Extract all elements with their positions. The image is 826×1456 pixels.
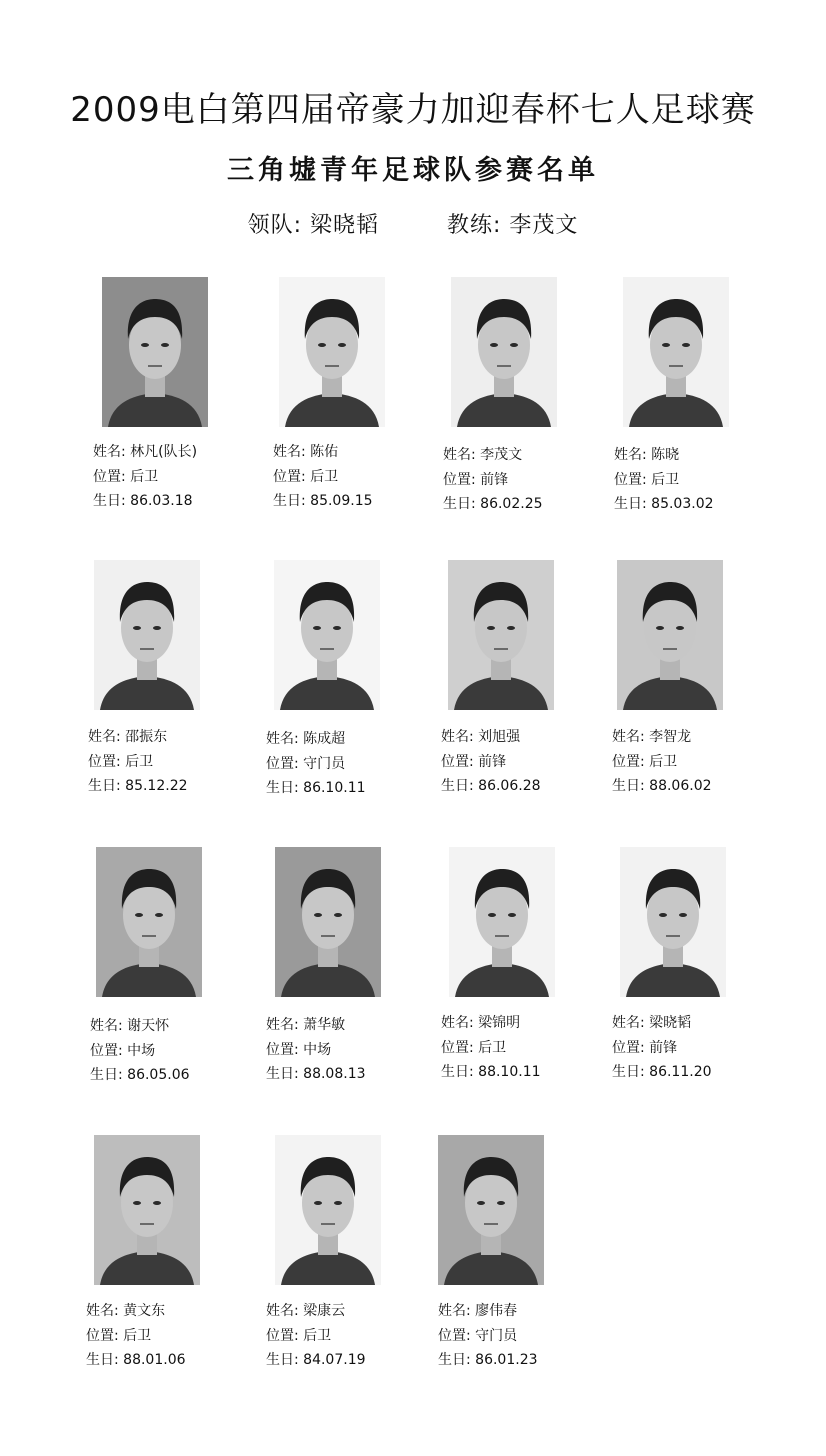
player-birthday-label: 生日: [441, 778, 474, 794]
player-birthday: 85.09.15 [310, 493, 373, 509]
player-info [614, 443, 714, 517]
player-name-label: 姓名: [273, 444, 306, 460]
player-birthday: 88.08.13 [303, 1066, 366, 1082]
player-name-row [614, 443, 714, 468]
player-name-label: 姓名: [266, 731, 299, 747]
player-position: 后卫 [651, 471, 680, 488]
player-name: 梁锦明 [478, 1015, 521, 1031]
player-birthday-label: 生日: [612, 1064, 645, 1080]
player-position-label: 位置: [441, 1039, 474, 1056]
player-photo [102, 277, 208, 427]
player-position-label: 位置: [86, 1327, 119, 1344]
player-name-row [443, 443, 543, 468]
player-name: 陈佑 [310, 444, 339, 460]
player-birthday: 88.10.11 [478, 1064, 541, 1080]
player-birthday-row [273, 489, 373, 514]
player-position: 守门员 [303, 755, 346, 772]
player-position-row [90, 1039, 190, 1064]
player-photo [279, 277, 385, 427]
player-position-label: 位置: [612, 1039, 645, 1056]
player-info [612, 1011, 712, 1085]
player-photo [275, 1135, 381, 1285]
player-birthday-row [266, 1348, 366, 1373]
player-name-label: 姓名: [441, 1015, 474, 1031]
player-position: 守门员 [475, 1327, 518, 1344]
player-birthday-row [266, 1062, 366, 1087]
player-position: 前锋 [480, 471, 509, 488]
player-birthday-label: 生日: [266, 1352, 299, 1368]
player-position: 后卫 [478, 1039, 507, 1056]
player-photo [448, 560, 554, 710]
player-position-label: 位置: [443, 471, 476, 488]
player-birthday: 86.02.25 [480, 496, 543, 512]
page-subtitle: 三角墟青年足球队参赛名单 [227, 155, 599, 186]
portrait-icon [94, 560, 200, 710]
player-info [266, 1013, 366, 1087]
player-photo [623, 277, 729, 427]
player-position-row [88, 750, 188, 775]
player-birthday-label: 生日: [612, 778, 645, 794]
player-name-label: 姓名: [266, 1017, 299, 1033]
player-name-label: 姓名: [93, 444, 126, 460]
portrait-icon [620, 847, 726, 997]
coach-name: 李茂文 [509, 213, 579, 238]
player-position: 后卫 [310, 468, 339, 485]
player-position: 前锋 [649, 1039, 678, 1056]
player-position-row [441, 750, 541, 775]
player-name-label: 姓名: [266, 1303, 299, 1319]
player-name-label: 姓名: [441, 729, 474, 745]
portrait-icon [275, 1135, 381, 1285]
player-name-row [266, 1013, 366, 1038]
player-info [86, 1299, 186, 1373]
player-birthday: 84.07.19 [303, 1352, 366, 1368]
player-name-row [93, 440, 197, 465]
player-info [441, 725, 541, 799]
player-info [443, 443, 543, 517]
player-position-row [614, 468, 714, 493]
player-name-row [612, 725, 712, 750]
player-name: 黄文东 [123, 1303, 166, 1319]
player-name-row [88, 725, 188, 750]
player-position-label: 位置: [266, 1041, 299, 1058]
player-position: 中场 [303, 1041, 332, 1058]
player-position-label: 位置: [88, 753, 121, 770]
player-birthday: 88.06.02 [649, 778, 712, 794]
portrait-icon [451, 277, 557, 427]
player-info [438, 1299, 538, 1373]
player-birthday-row [612, 774, 712, 799]
player-name: 刘旭强 [478, 729, 521, 745]
player-name-row [441, 725, 541, 750]
player-birthday: 86.06.28 [478, 778, 541, 794]
player-birthday-label: 生日: [438, 1352, 471, 1368]
player-position-row [612, 1036, 712, 1061]
player-position-row [266, 1038, 366, 1063]
player-info [93, 440, 197, 514]
player-position-label: 位置: [90, 1042, 123, 1059]
player-birthday-row [90, 1063, 190, 1088]
player-info [441, 1011, 541, 1085]
portrait-icon [449, 847, 555, 997]
player-birthday-label: 生日: [93, 493, 126, 509]
player-name-row [266, 727, 366, 752]
player-name-label: 姓名: [88, 729, 121, 745]
player-position: 后卫 [125, 753, 154, 770]
player-photo [449, 847, 555, 997]
player-birthday-label: 生日: [88, 778, 121, 794]
player-birthday-row [614, 492, 714, 517]
player-position-label: 位置: [273, 468, 306, 485]
player-birthday-row [441, 774, 541, 799]
player-name: 林凡(队长) [130, 444, 198, 460]
player-name: 陈成超 [303, 731, 346, 747]
player-birthday-row [93, 489, 197, 514]
player-birthday-label: 生日: [86, 1352, 119, 1368]
player-position: 后卫 [130, 468, 159, 485]
player-position: 后卫 [303, 1327, 332, 1344]
player-position-row [273, 465, 373, 490]
player-position-row [266, 1324, 366, 1349]
player-position-label: 位置: [266, 1327, 299, 1344]
player-info [88, 725, 188, 799]
player-name-label: 姓名: [90, 1018, 123, 1034]
player-birthday: 85.12.22 [125, 778, 188, 794]
player-birthday-row [612, 1060, 712, 1085]
player-photo [617, 560, 723, 710]
portrait-icon [448, 560, 554, 710]
player-birthday-row [438, 1348, 538, 1373]
player-info [266, 1299, 366, 1373]
player-photo [438, 1135, 544, 1285]
player-birthday: 85.03.02 [651, 496, 714, 512]
player-info [612, 725, 712, 799]
player-position-row [86, 1324, 186, 1349]
player-photo [620, 847, 726, 997]
player-birthday: 86.05.06 [127, 1067, 190, 1083]
player-name: 萧华敏 [303, 1017, 346, 1033]
player-name: 李智龙 [649, 729, 692, 745]
player-photo [96, 847, 202, 997]
player-name: 李茂文 [480, 447, 523, 463]
player-position-label: 位置: [266, 755, 299, 772]
leader-label: 领队: [247, 213, 302, 238]
player-name-label: 姓名: [443, 447, 476, 463]
portrait-icon [102, 277, 208, 427]
player-name-row [612, 1011, 712, 1036]
player-birthday-label: 生日: [273, 493, 306, 509]
leader-name: 梁晓韬 [309, 213, 379, 238]
player-position: 中场 [127, 1042, 156, 1059]
player-birthday: 86.10.11 [303, 780, 366, 796]
player-position: 前锋 [478, 753, 507, 770]
player-name: 陈晓 [651, 447, 680, 463]
player-birthday: 86.03.18 [130, 493, 193, 509]
player-photo [94, 1135, 200, 1285]
player-name-label: 姓名: [614, 447, 647, 463]
portrait-icon [275, 847, 381, 997]
page-title: 2009电白第四届帝豪力加迎春杯七人足球赛 [70, 90, 756, 130]
portrait-icon [438, 1135, 544, 1285]
player-birthday-row [266, 776, 366, 801]
player-position-row [93, 465, 197, 490]
player-name-label: 姓名: [438, 1303, 471, 1319]
player-birthday-row [441, 1060, 541, 1085]
player-name-row [266, 1299, 366, 1324]
player-position-label: 位置: [441, 753, 474, 770]
player-birthday-label: 生日: [443, 496, 476, 512]
player-birthday: 88.01.06 [123, 1352, 186, 1368]
portrait-icon [274, 560, 380, 710]
player-birthday-row [443, 492, 543, 517]
player-position-label: 位置: [93, 468, 126, 485]
player-name: 梁康云 [303, 1303, 346, 1319]
player-name: 谢天怀 [127, 1018, 170, 1034]
player-name-label: 姓名: [612, 1015, 645, 1031]
player-position-row [443, 468, 543, 493]
player-birthday-row [86, 1348, 186, 1373]
player-info [266, 727, 366, 801]
player-name: 廖伟春 [475, 1303, 518, 1319]
portrait-icon [96, 847, 202, 997]
player-info [273, 440, 373, 514]
portrait-icon [617, 560, 723, 710]
player-photo [274, 560, 380, 710]
player-position-row [438, 1324, 538, 1349]
player-position: 后卫 [649, 753, 678, 770]
portrait-icon [623, 277, 729, 427]
portrait-icon [279, 277, 385, 427]
player-name-label: 姓名: [86, 1303, 119, 1319]
player-position-row [612, 750, 712, 775]
player-position-label: 位置: [614, 471, 647, 488]
player-photo [451, 277, 557, 427]
player-name: 梁晓韬 [649, 1015, 692, 1031]
portrait-icon [94, 1135, 200, 1285]
player-info [90, 1014, 190, 1088]
player-position-row [441, 1036, 541, 1061]
player-birthday-label: 生日: [90, 1067, 123, 1083]
player-birthday-label: 生日: [614, 496, 647, 512]
player-photo [94, 560, 200, 710]
player-birthday-label: 生日: [266, 780, 299, 796]
player-birthday: 86.01.23 [475, 1352, 538, 1368]
player-name-row [441, 1011, 541, 1036]
player-birthday-row [88, 774, 188, 799]
player-name-row [90, 1014, 190, 1039]
player-position-label: 位置: [438, 1327, 471, 1344]
player-birthday: 86.11.20 [649, 1064, 712, 1080]
player-name-row [86, 1299, 186, 1324]
player-name-row [438, 1299, 538, 1324]
player-name-label: 姓名: [612, 729, 645, 745]
player-name: 邵振东 [125, 729, 168, 745]
player-name-row [273, 440, 373, 465]
player-position-label: 位置: [612, 753, 645, 770]
staff-line [0, 208, 826, 239]
coach-label: 教练: [447, 213, 502, 238]
player-photo [275, 847, 381, 997]
player-birthday-label: 生日: [441, 1064, 474, 1080]
player-position: 后卫 [123, 1327, 152, 1344]
player-birthday-label: 生日: [266, 1066, 299, 1082]
player-position-row [266, 752, 366, 777]
